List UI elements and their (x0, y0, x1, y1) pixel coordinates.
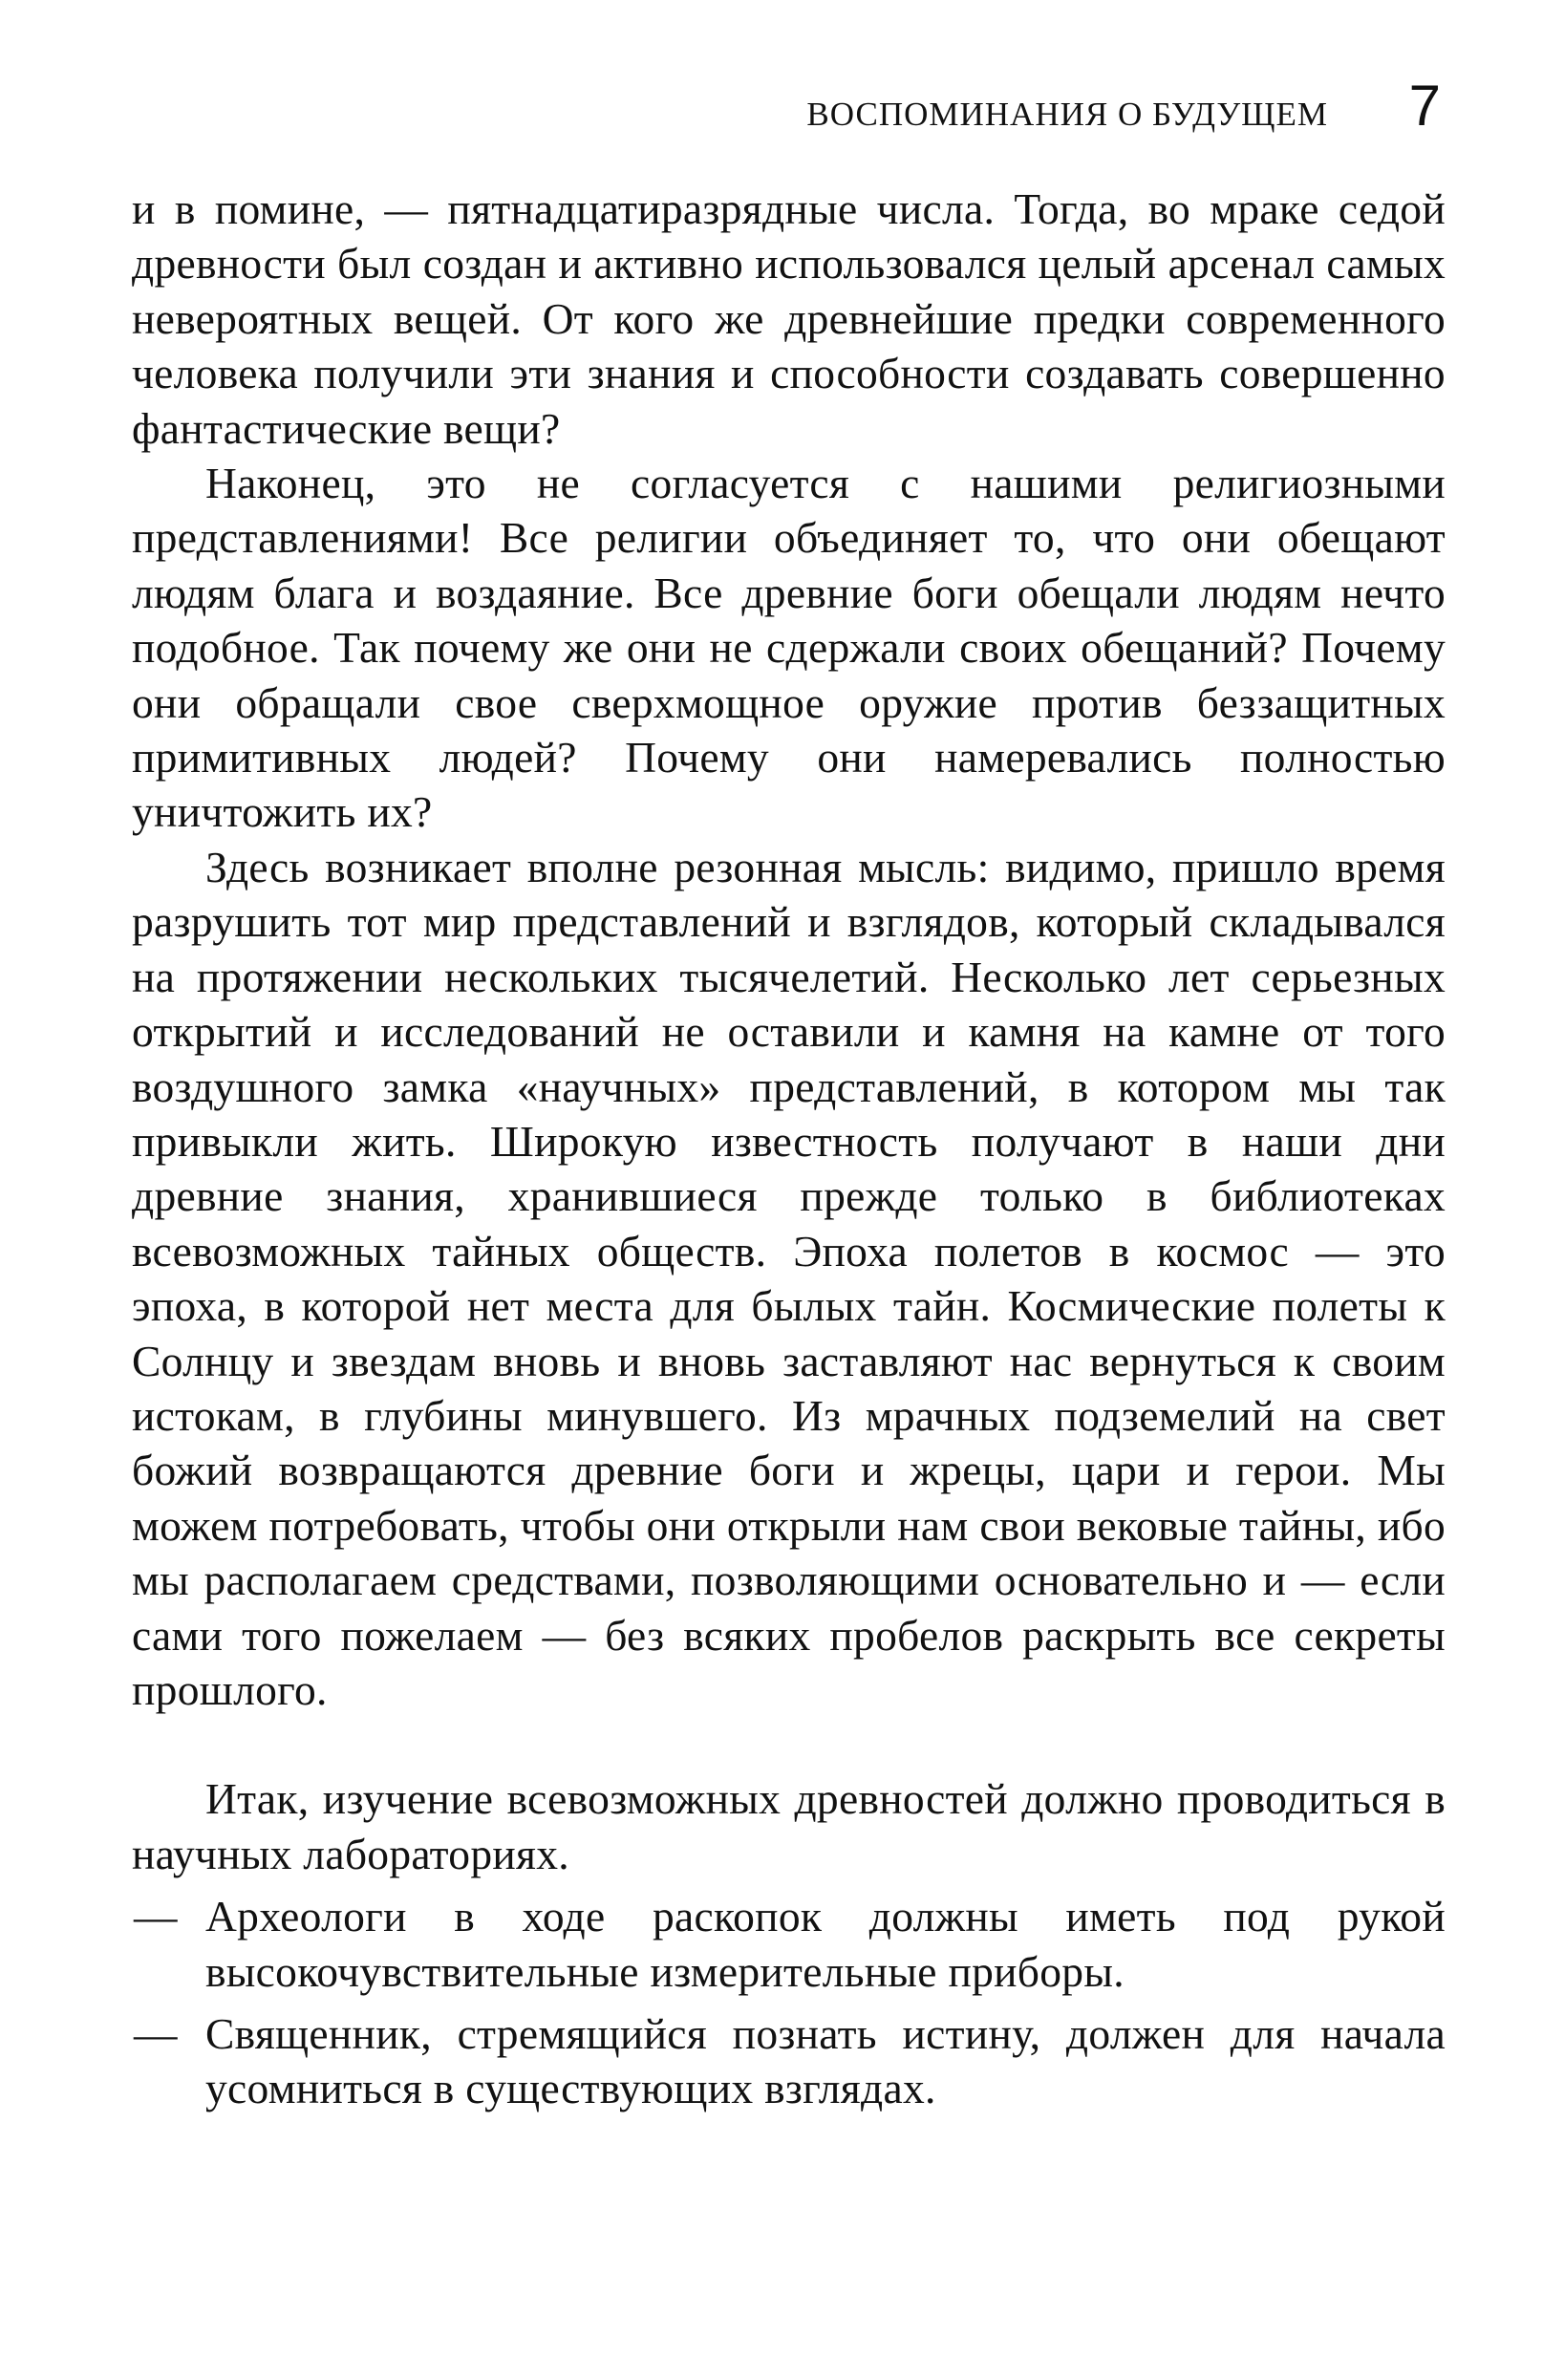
paragraph-knowledge: Здесь возникает вполне резонная мысль: видимо, пришло время разрушить тот мир представлений и взглядов, который складывался на протяжении нескольких тысячелетий. Несколько лет серьезных открытий и исследований не оставили и камня на камне от того воздушного замка «научных» представлений, в котором мы так привыкли жить. Широкую известность получают в наши дни древние знания, хранившиеся прежде только в библиотеках всевозможных тайных обществ. Эпоха полетов в космос — это эпоха, в которой нет места для былых тайн. Космические полеты к Солнцу и звездам вновь и вновь заставляют нас вернуться к своим истокам, в глубины минувшего. Из мрачных подземелий на свет божий возвращаются древние боги и жрецы, цари и герои. Мы можем потребовать, чтобы они открыли нам свои вековые тайны, ибо мы располагаем средствами, позволяющими основательно и — если сами того пожелаем — без всяких пробелов раскрыть все секреты прошлого. (132, 842, 1446, 1714)
paragraph-religion: Наконец, это не согласуется с нашими религиозными представлениями! Все религии объединяет то, что они обещают людям блага и воздаяние. Все древние боги обещали людям нечто подобное. Так почему же они не сдержали своих обещаний? Почему они обращали свое сверхмощное оружие против беззащитных примитивных людей? Почему они намеревались полностью уничтожить их? (132, 459, 1446, 837)
list-item-priest (132, 2006, 1446, 2116)
list-item-text: Священник, стремящийся познать истину, должен для начала усомниться в существующих взглядах. (205, 2009, 1446, 2113)
running-title: ВОСПОМИНАНИЯ О БУДУЩЕМ (806, 96, 1328, 133)
dash-marker: — (134, 1892, 178, 1941)
body-text (132, 182, 1446, 2116)
list-item-archaeologists (132, 1889, 1446, 1999)
paragraph-continuation: и в помине, — пятнадцатиразрядные числа. Тогда, во мраке седой древности был создан и активно использовался целый арсенал самых невероятных вещей. От кого же древнейшие предки современного человека получили эти знания и способности создавать совершенно фантастические вещи? (132, 184, 1446, 453)
page-header (124, 74, 1443, 155)
paragraph-laboratories: Итак, изучение всевозможных древностей должно проводиться в научных лабораториях. (132, 1774, 1446, 1878)
dash-marker: — (134, 2009, 178, 2058)
page-number: 7 (1408, 74, 1441, 138)
list-item-text: Археологи в ходе раскопок должны иметь под рукой высокочувствительные измерительные приборы. (205, 1892, 1446, 1996)
